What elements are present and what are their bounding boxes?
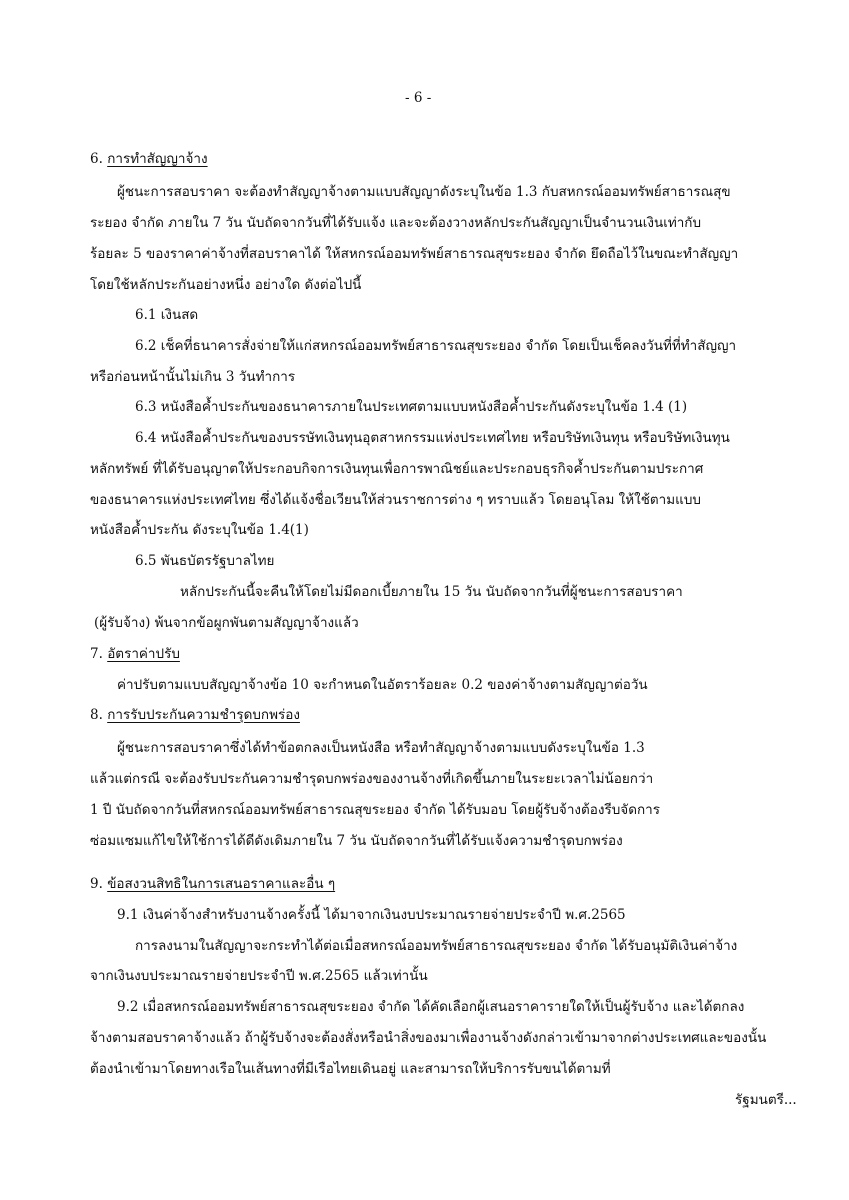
section-6-para-line: ระยอง จำกัด ภายใน 7 วัน นับถัดจากวันที่ได้รับแจ้ง และจะต้องวางหลักประกันสัญญาเป็นจำนวนเงินเท่ากับ (90, 215, 702, 231)
item-6-2-line: หรือก่อนหน้านั้นไม่เกิน 3 วันทำการ (90, 369, 296, 385)
return-note-line: หลักประกันนี้จะคืนให้โดยไม่มีดอกเบี้ยภายใน 15 วัน นับถัดจากวันที่ผู้ชนะการสอบราคา (180, 584, 683, 600)
section-8-title: การรับประกันความชำรุดบกพร่อง (107, 707, 300, 723)
return-note-line: (ผู้รับจ้าง) พ้นจากข้อผูกพันตามสัญญาจ้างแล้ว (94, 615, 359, 631)
continuation-text: รัฐมนตรี... (735, 1092, 797, 1108)
section-8-number: 8. (90, 707, 103, 723)
item-9-1: 9.1 เงินค่าจ้างสำหรับงานจ้างครั้งนี้ ได้มาจากเงินงบประมาณรายจ่ายประจำปี พ.ศ.2565 (117, 907, 626, 923)
item-9-2-line: 9.2 เมื่อสหกรณ์ออมทรัพย์สาธารณสุขระยอง จำกัด ได้คัดเลือกผู้เสนอราคารายใดให้เป็นผู้รับจ้าง และได้ตกลง (117, 999, 745, 1015)
item-9-2-line: จ้างตามสอบราคาจ้างแล้ว ถ้าผู้รับจ้างจะต้องสั่งหรือนำสิ่งของมาเพื่องานจ้างดังกล่าวเข้ามาจากต่างประเทศและของนั้น (90, 1030, 767, 1046)
page-number: - 6 - (405, 90, 432, 106)
section-6-para-line: ร้อยละ 5 ของราคาค่าจ้างที่สอบราคาได้ ให้สหกรณ์ออมทรัพย์สาธารณสุขระยอง จำกัด ยึดถือไว้ในขณะทำสัญญา (90, 246, 739, 262)
section-7-heading (90, 645, 180, 663)
item-6-4-line: หนังสือค้ำประกัน ดังระบุในข้อ 1.4(1) (90, 522, 309, 538)
section-9-heading (90, 875, 335, 893)
section-7-number: 7. (90, 646, 103, 662)
item-6-4-line: ของธนาคารแห่งประเทศไทย ซึ่งได้แจ้งชื่อเวียนให้ส่วนราชการต่าง ๆ ทราบแล้ว โดยอนุโลม ให้ใช้ตามแบบ (90, 492, 701, 508)
section-6-number: 6. (90, 151, 103, 167)
item-6-1: 6.1 เงินสด (135, 307, 199, 323)
item-6-4-line: หลักทรัพย์ ที่ได้รับอนุญาตให้ประกอบกิจการเงินทุนเพื่อการพาณิชย์และประกอบธุรกิจค้ำประกันตามประกาศ (90, 461, 704, 477)
section-6-para-line: ผู้ชนะการสอบราคา จะต้องทำสัญญาจ้างตามแบบสัญญาดังระบุในข้อ 1.3 กับสหกรณ์ออมทรัพย์สาธารณสุข (117, 184, 731, 200)
section-6-heading (90, 150, 208, 168)
section-8-para-line: ซ่อมแซมแก้ไขให้ใช้การได้ดีดังเดิมภายใน 7 วัน นับถัดจากวันที่ได้รับแจ้งความชำรุดบกพร่อง (90, 833, 623, 849)
item-6-4-line: 6.4 หนังสือค้ำประกันของบรรษัทเงินทุนอุตสาหกรรมแห่งประเทศไทย หรือบริษัทเงินทุน หรือบริษัทเงินทุน (135, 430, 730, 446)
item-9-2-line: ต้องนำเข้ามาโดยทางเรือในเส้นทางที่มีเรือไทยเดินอยู่ และสามารถให้บริการรับขนได้ตามที่ (90, 1061, 611, 1077)
section-8-para-line: แล้วแต่กรณี จะต้องรับประกันความชำรุดบกพร่องของงานจ้างที่เกิดขึ้นภายในระยะเวลาไม่น้อยกว่า (90, 771, 654, 787)
section-6-title: การทำสัญญาจ้าง (107, 151, 208, 167)
section-8-heading (90, 706, 300, 724)
section-6-para-line: โดยใช้หลักประกันอย่างหนึ่ง อย่างใด ดังต่อไปนี้ (90, 277, 362, 293)
section-9-number: 9. (90, 876, 103, 892)
section-9-title: ข้อสงวนสิทธิในการเสนอราคาและอื่น ๆ (107, 876, 336, 892)
section-7-para: ค่าปรับตามแบบสัญญาจ้างข้อ 10 จะกำหนดในอัตราร้อยละ 0.2 ของค่าจ้างตามสัญญาต่อวัน (117, 677, 648, 693)
item-6-3: 6.3 หนังสือค้ำประกันของธนาคารภายในประเทศตามแบบหนังสือค้ำประกันดังระบุในข้อ 1.4 (1) (135, 399, 688, 415)
section-7-title: อัตราค่าปรับ (107, 646, 180, 662)
section-8-para-line: ผู้ชนะการสอบราคาซึ่งได้ทำข้อตกลงเป็นหนังสือ หรือทำสัญญาจ้างตามแบบดังระบุในข้อ 1.3 (117, 740, 645, 756)
item-6-2-line: 6.2 เช็คที่ธนาคารสั่งจ่ายให้แก่สหกรณ์ออมทรัพย์สาธารณสุขระยอง จำกัด โดยเป็นเช็คลงวันที่ที่ทำสัญญา (135, 338, 737, 354)
section-8-para-line: 1 ปี นับถัดจากวันที่สหกรณ์ออมทรัพย์สาธารณสุขระยอง จำกัด ได้รับมอบ โดยผู้รับจ้างต้องรีบจัดการ (90, 802, 660, 818)
item-9-1-note-line: การลงนามในสัญญาจะกระทำได้ต่อเมื่อสหกรณ์ออมทรัพย์สาธารณสุขระยอง จำกัด ได้รับอนุมัติเงินค่าจ้าง (135, 938, 738, 954)
item-9-1-note-line: จากเงินงบประมาณรายจ่ายประจำปี พ.ศ.2565 แล้วเท่านั้น (90, 968, 428, 984)
item-6-5: 6.5 พันธบัตรรัฐบาลไทย (135, 553, 275, 569)
